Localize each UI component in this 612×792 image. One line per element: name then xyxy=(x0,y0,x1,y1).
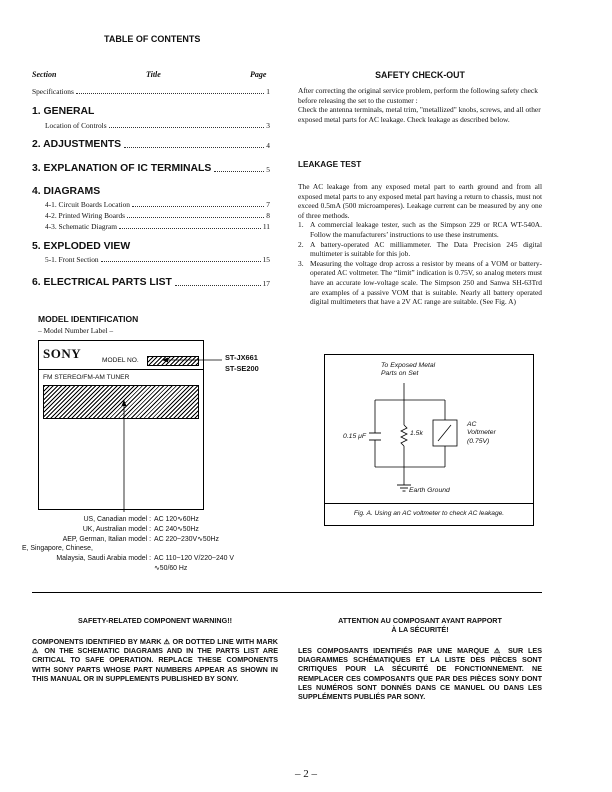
toc-entry-label: 4-3. Schematic Diagram xyxy=(45,222,118,231)
toc-section-label: 2. ADJUSTMENTS xyxy=(32,139,122,150)
method-item xyxy=(298,240,542,259)
method-item xyxy=(298,259,542,307)
toc-title: TABLE OF CONTENTS xyxy=(104,34,201,44)
power-spec: AC 110~120 V/220~240 V xyxy=(154,555,234,563)
leakage-heading: LEAKAGE TEST xyxy=(298,160,362,169)
power-row xyxy=(22,544,282,554)
power-row xyxy=(22,564,282,574)
toc-section-page: 4 xyxy=(266,141,270,150)
method-text: Measuring the voltage drop across a resistor by means of a VOM or battery-operated AC voltmeter. The “limit” indication is 0.75V, so analog meters must have an accurate low-voltage scale. The Simpson 250 and Sanwa SH-63Trd are examples of a passive VOM that is suitable. Nearly all battery operated digital multimeters that have a 2V AC range are suitable. (See Fig. A) xyxy=(310,258,542,307)
toc-entry-label: 5-1. Front Section xyxy=(45,255,99,264)
warning-fr-title-line: À LA SÉCURITÉ! xyxy=(391,625,449,635)
toc-section-page: 5 xyxy=(266,165,270,174)
warning-fr-title-line: ATTENTION AU COMPOSANT AYANT RAPPORT xyxy=(338,616,502,625)
power-region: AEP, German, Italian model : xyxy=(62,535,151,543)
voltmeter-line: Voltmeter xyxy=(467,429,496,437)
tuner-label: FM STEREO/FM-AM TUNER xyxy=(43,374,130,381)
exposed-metal-line: Parts on Set xyxy=(381,370,419,378)
toc-entry-label: Location of Controls xyxy=(45,121,107,130)
sony-logo: SONY xyxy=(43,346,82,361)
power-region: E, Singapore, Chinese, xyxy=(22,545,93,553)
page-number: – 2 – xyxy=(295,768,317,780)
power-region: Malaysia, Saudi Arabia model : xyxy=(56,555,151,563)
power-spec: AC 120∿60Hz xyxy=(154,516,199,523)
method-number: 3. xyxy=(298,258,304,268)
method-text: A battery-operated AC milliammeter. The Data Precision 245 digital multimeter is suitable for this job. xyxy=(310,239,542,259)
safety-intro-para: After correcting the original service problem, perform the following safety check before releasing the set to the customer : xyxy=(298,86,538,105)
toc-entry-page: 1 xyxy=(266,87,270,96)
power-spec: AC 240∿50Hz xyxy=(154,525,199,533)
model-name-2: ST-SE200 xyxy=(225,364,259,373)
toc-entry-label: Specifications xyxy=(32,87,74,96)
power-region: US, Canadian model : xyxy=(83,516,151,523)
exposed-metal-line: To Exposed Metal xyxy=(381,362,436,369)
toc-entry-label: 4-1. Circuit Boards Location xyxy=(45,200,130,209)
capacitor-label: 0.15 μF xyxy=(343,433,366,440)
toc-entry-label: 4-2. Printed Wiring Boards xyxy=(45,211,126,220)
model-name-1: ST-JX661 xyxy=(225,353,258,362)
toc-entry-page: 3 xyxy=(266,121,270,130)
voltmeter-line: (0.75V) xyxy=(467,437,490,445)
toc-section-page: 17 xyxy=(262,279,270,288)
toc-entry-page: 15 xyxy=(262,255,270,264)
toc-section-general[interactable]: 1. GENERAL xyxy=(32,106,95,117)
toc-section-exploded-view[interactable]: 5. EXPLODED VIEW xyxy=(32,241,131,252)
method-text: A commercial leakage tester, such as the Simpson 229 or RCA WT-540A. Follow the manufacturers’ instructions to use these instruments. xyxy=(310,220,542,239)
toc-col-section: Section xyxy=(32,70,57,79)
warning-divider xyxy=(32,592,542,593)
warning-fr-title xyxy=(298,616,542,635)
voltmeter-line: AC xyxy=(467,421,477,428)
toc-section-label: 6. ELECTRICAL PARTS LIST xyxy=(32,277,172,288)
toc-entry-page: 11 xyxy=(262,222,270,231)
resistor-label: 1.5k xyxy=(410,430,423,437)
power-spec xyxy=(151,544,154,554)
voltmeter-label xyxy=(467,421,496,446)
caption-divider xyxy=(325,503,533,504)
earth-ground-label: Earth Ground xyxy=(409,487,450,494)
power-region xyxy=(22,564,151,574)
power-ratings xyxy=(22,515,282,574)
safety-intro xyxy=(298,86,542,124)
method-number: 2. xyxy=(298,239,304,249)
exposed-metal-label xyxy=(381,362,435,379)
figure-caption: Fig. A. Using an AC voltmeter to check AC leakage. xyxy=(353,510,505,517)
method-item xyxy=(298,220,542,239)
leakage-text xyxy=(298,182,542,307)
power-spec: ∿50/60 Hz xyxy=(154,564,188,572)
power-row xyxy=(22,535,282,545)
power-row xyxy=(22,525,282,535)
method-number: 1. xyxy=(298,220,304,230)
toc-section-label: 3. EXPLANATION OF IC TERMINALS xyxy=(32,163,212,174)
model-id-heading: MODEL IDENTIFICATION xyxy=(38,314,139,324)
power-spec: AC 220~230V∿50Hz xyxy=(154,535,219,543)
model-no-label: MODEL NO. xyxy=(102,357,139,364)
safety-title: SAFETY CHECK-OUT xyxy=(375,70,465,80)
model-id-subheading: – Model Number Label – xyxy=(38,326,114,335)
toc-col-page: Page xyxy=(250,70,267,79)
toc-entry-page: 7 xyxy=(266,200,270,209)
power-row xyxy=(22,515,282,525)
power-row xyxy=(22,554,282,564)
warning-en-body: COMPONENTS IDENTIFIED BY MARK ⚠ OR DOTTED LINE WITH MARK ⚠ ON THE SCHEMATIC DIAGRAMS AND IN THE PARTS LIST ARE CRITICAL TO SAFE OPERATION. REPLACE THESE COMPONENTS WITH SONY PARTS WHOSE PART NUMBERS APPEAR AS SHOWN IN THIS MANUAL OR IN SUPPLEMENTS PUBLISHED BY SONY. xyxy=(32,637,278,683)
toc-entry-page: 8 xyxy=(266,211,270,220)
toc-col-title: Title xyxy=(146,70,161,79)
safety-intro-para: Check the antenna terminals, metal trim, "metallized" knobs, screws, and all other exposed metal parts for AC leakage. Check leakage as described below. xyxy=(298,105,541,124)
toc-section-diagrams[interactable]: 4. DIAGRAMS xyxy=(32,186,101,197)
warning-fr-body: LES COMPOSANTS IDENTIFIÉS PAR UNE MARQUE ⚠ SUR LES DIAGRAMMES SCHÉMATIQUES ET LA LISTE DES PIÈCES SONT CRITIQUES POUR LA SÉCURITÉ DE FONCTIONNEMENT. NE REMPLACER CES COMPOSANTS QUE PAR DES PIÈCES SONY DONT LES NUMÉROS SONT DONNÉS DANS CE MANUEL OU DANS LES SUPPLÉMENTS PUBLIÉS PAR SONY. xyxy=(298,646,542,702)
warning-en-title: SAFETY-RELATED COMPONENT WARNING!! xyxy=(78,616,232,625)
figure-a xyxy=(324,354,534,526)
leakage-intro: The AC leakage from any exposed metal part to earth ground and from all exposed metal parts to any exposed metal part having a return to chassis, must not exceed 0.5mA (500 microamperes). Leakage current can be measured by any one of three methods. xyxy=(298,182,542,220)
leakage-circuit-diagram xyxy=(325,355,533,525)
power-region: UK, Australian model : xyxy=(82,525,151,533)
